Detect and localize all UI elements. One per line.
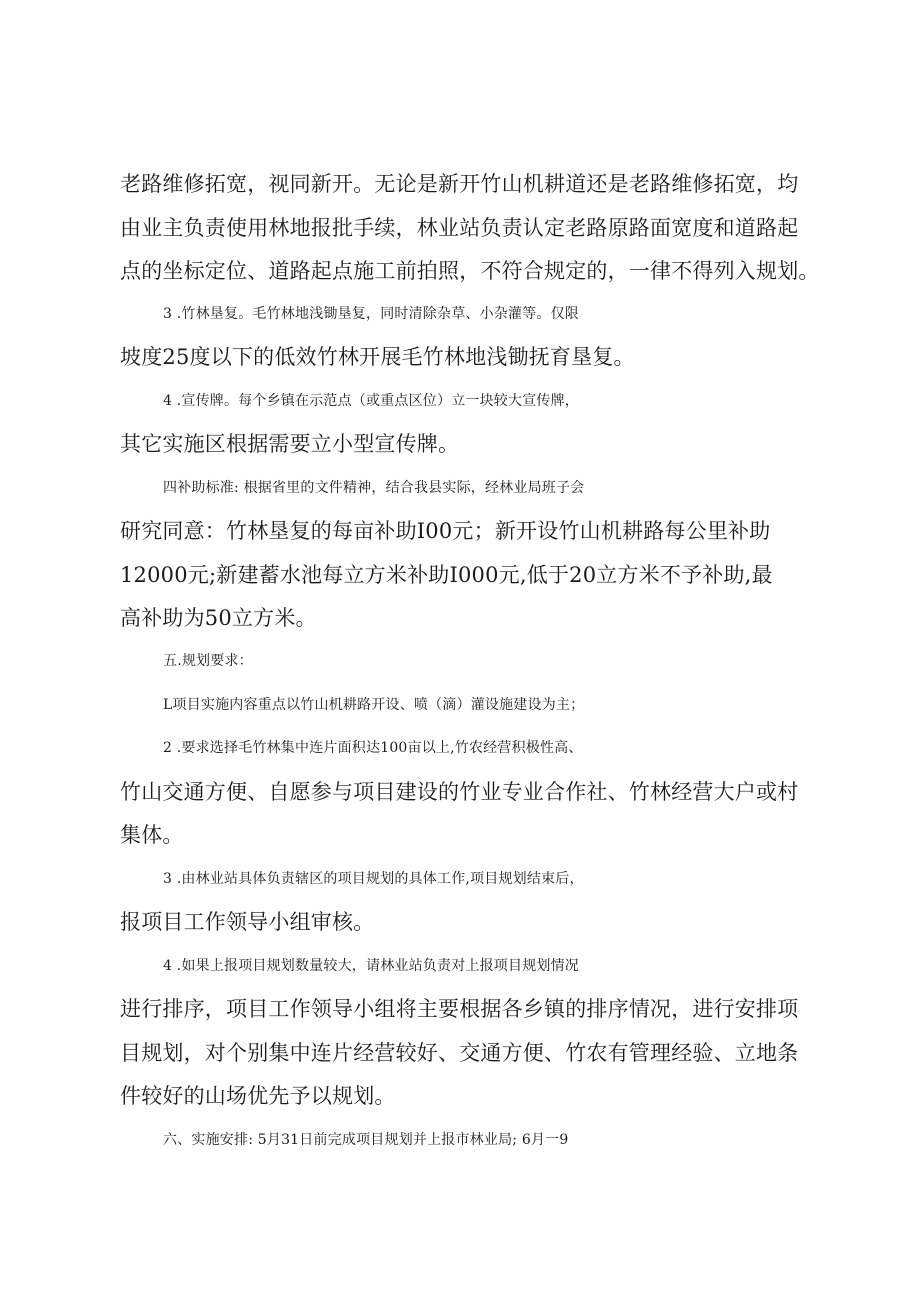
requirement-item-2: 2 .要求选择毛竹林集中连片面积达100亩以上,竹农经营积极性高、 [163, 740, 583, 756]
requirement-item-1: L项目实施内容重点以竹山机耕路开设、喷（滴）灌设施建设为主； [163, 697, 585, 713]
paragraph-line: 进行排序，项目工作领导小组将主要根据各乡镇的排序情况，进行安排项 [120, 997, 799, 1021]
paragraph-line: 件较好的山场优先予以规划。 [120, 1084, 396, 1108]
section-heading-planning-requirements: 五.规划要求： [163, 653, 253, 669]
requirement-item-3: 3 .由林业站具体负责辖区的项目规划的具体工作,项目规划结束后， [163, 871, 584, 887]
paragraph-line: 集体。 [120, 823, 184, 847]
paragraph-line: 坡度25度以下的低效竹林开展毛竹林地浅锄抚育垦复。 [120, 345, 635, 369]
paragraph-line: 高补助为50立方米。 [120, 606, 317, 630]
section-item-3-bamboo-reclamation: 3 .竹林垦复。毛竹林地浅锄垦复，同时清除杂草、小杂灌等。仅限 [163, 306, 580, 322]
paragraph-line: 老路维修拓宽，视同新开。无论是新开竹山机耕道还是老路维修拓宽，均 [120, 172, 799, 196]
requirement-item-4: 4 .如果上报项目规划数量较大，请林业站负责对上报项目规划情况 [163, 958, 580, 974]
paragraph-line: 12000元;新建蓄水池每立方米补助I000元,低于20立方米不予补助,最 [120, 563, 773, 587]
paragraph-line: 目规划，对个别集中连片经营较好、交通方便、竹农有管理经验、立地条 [120, 1041, 799, 1065]
paragraph-line: 研究同意：竹林垦复的每亩补助I00元；新开设竹山机耕路每公里补助 [120, 519, 771, 543]
section-heading-subsidy-standard: 四补助标准: 根据省里的文件精神，结合我县实际，经林业局班子会 [163, 480, 585, 496]
section-item-4-signboard: 4 .宣传牌。每个乡镇在示范点（或重点区位）立一块较大宣传牌， [163, 393, 580, 409]
section-heading-implementation-schedule: 六、实施安排: 5月31日前完成项目规划并上报市林业局; 6月一9 [163, 1132, 569, 1148]
paragraph-line: 报项目工作领导小组审核。 [120, 910, 375, 934]
paragraph-line: 竹山交通方便、自愿参与项目建设的竹业专业合作社、竹林经营大户或村 [120, 780, 799, 804]
paragraph-line: 由业主负责使用林地报批手续，林业站负责认定老路原路面宽度和道路起 [120, 216, 799, 240]
paragraph-line: 点的坐标定位、道路起点施工前拍照，不符合规定的，一律不得列入规划。 [120, 259, 820, 283]
paragraph-line: 其它实施区根据需要立小型宣传牌。 [120, 432, 460, 456]
